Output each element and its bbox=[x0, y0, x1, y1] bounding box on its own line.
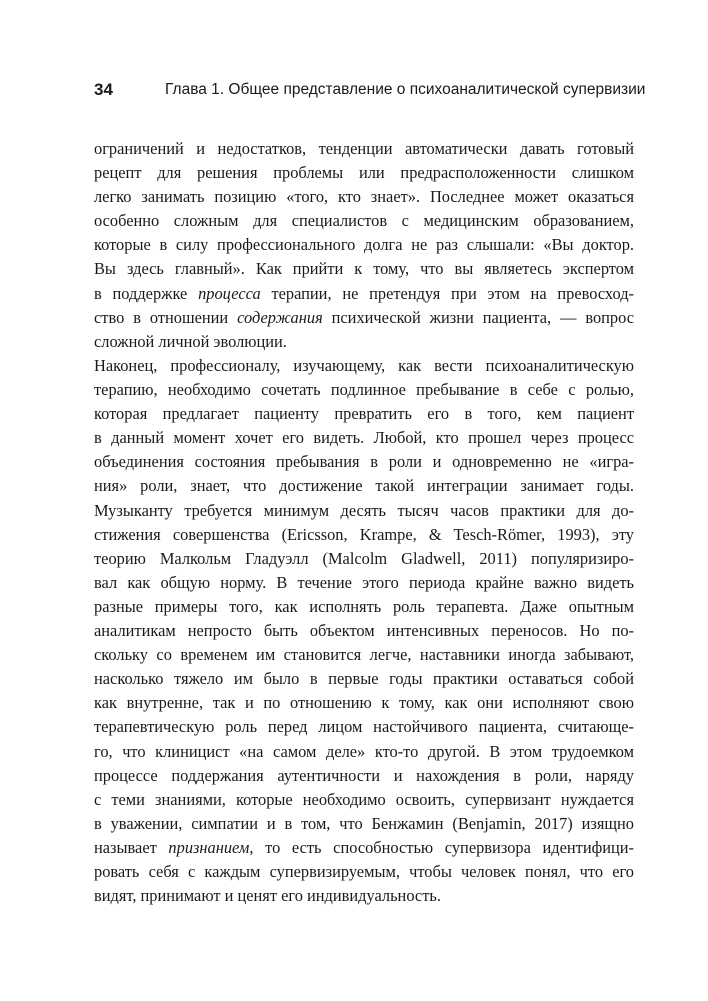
line-text: стижения совершенства (Ericsson, Krampe, & Tesch-Römer, 1993), эту bbox=[94, 524, 634, 544]
body-paragraph-1 bbox=[94, 137, 634, 354]
line-text: разные примеры того, как исполнять роль терапевта. Даже опытным bbox=[94, 596, 634, 616]
text-line bbox=[94, 233, 634, 257]
line-text: с теми знаниями, которые необходимо освоить, супервизант нуждается bbox=[94, 789, 634, 809]
text-line bbox=[94, 595, 634, 619]
text-line bbox=[94, 499, 634, 523]
line-text: которая предлагает пациенту превратить его в того, кем пациент bbox=[94, 404, 634, 424]
line-text: Вы здесь главный». Как прийти к тому, что вы являетесь экспертом bbox=[94, 259, 634, 279]
text-line bbox=[94, 354, 634, 378]
emphasis-text: признанием bbox=[168, 837, 250, 857]
line-text: ния» роли, знает, что достижение такой интеграции занимает годы. bbox=[94, 476, 634, 496]
text-line bbox=[94, 788, 634, 812]
text-line bbox=[94, 715, 634, 739]
text-line bbox=[94, 209, 634, 233]
text-line bbox=[94, 330, 634, 354]
text-line bbox=[94, 812, 634, 836]
line-text: называет bbox=[94, 837, 169, 857]
line-text: теорию Малкольм Гладуэлл (Malcolm Gladwell, 2011) популяризиро- bbox=[94, 548, 634, 568]
line-text: процессе поддержания аутентичности и нахождения в роли, наряду bbox=[94, 765, 634, 785]
body-paragraph-2 bbox=[94, 354, 634, 908]
line-text: Музыканту требуется минимум десять тысяч часов практики для до- bbox=[94, 500, 634, 520]
text-line bbox=[94, 619, 634, 643]
line-text: го, что клиницист «на самом деле» кто-то другой. В этом трудоемком bbox=[94, 741, 634, 761]
line-text: насколько тяжело им было в первые годы практики оставаться собой bbox=[94, 669, 634, 689]
line-text: терапии, не претендуя при этом на превосход- bbox=[260, 283, 634, 303]
line-text: , то есть способностью супервизора идентифици- bbox=[249, 837, 634, 857]
line-text: в поддержке bbox=[94, 283, 199, 303]
page-number: 34 bbox=[94, 80, 113, 99]
line-text: видят, принимают и ценят его индивидуальность. bbox=[94, 886, 441, 906]
line-text: особенно сложным для специалистов с медицинским образованием, bbox=[94, 211, 634, 231]
line-text: психической жизни пациента, — вопрос bbox=[322, 307, 634, 327]
text-line bbox=[94, 643, 634, 667]
line-text: Наконец, профессионалу, изучающему, как вести психоаналитическую bbox=[94, 356, 634, 375]
emphasis-text: процесса bbox=[198, 283, 261, 303]
line-text: объединения состояния пребывания в роли и одновременно не «игра- bbox=[94, 452, 634, 472]
text-line bbox=[94, 161, 634, 185]
line-text: сложной личной эволюции. bbox=[94, 331, 287, 351]
line-text: ство в отношении bbox=[94, 307, 238, 327]
text-line bbox=[94, 378, 634, 402]
line-text: легко занимать позицию «того, кто знает». Последнее может оказаться bbox=[94, 187, 634, 207]
text-line bbox=[94, 764, 634, 788]
line-text: как внутренне, так и по отношению к тому, как они исполняют свою bbox=[94, 693, 634, 713]
line-text: скольку со временем им становится легче, наставники иногда забывают, bbox=[94, 645, 634, 665]
text-line bbox=[94, 402, 634, 426]
line-text: ровать себя с каждым супервизируемым, чтобы человек понял, что его bbox=[94, 861, 634, 881]
line-text: терапию, необходимо сочетать подлинное пребывание в себе с ролью, bbox=[94, 380, 634, 400]
emphasis-text: содержания bbox=[237, 307, 323, 327]
text-line bbox=[94, 884, 634, 908]
text-line bbox=[94, 691, 634, 715]
text-line bbox=[94, 547, 634, 571]
line-text: рецепт для решения проблемы или предрасположенности слишком bbox=[94, 163, 634, 183]
text-line bbox=[94, 740, 634, 764]
text-line bbox=[94, 257, 634, 281]
text-line bbox=[94, 426, 634, 450]
line-text: терапевтическую роль перед лицом настойчивого пациента, считающе- bbox=[94, 717, 634, 737]
line-text: в уважении, симпатии и в том, что Бенжамин (Benjamin, 2017) изящно bbox=[94, 813, 634, 833]
text-line bbox=[94, 571, 634, 595]
line-text: в данный момент хочет его видеть. Любой, кто прошел через процесс bbox=[94, 428, 634, 448]
text-line bbox=[94, 306, 634, 330]
text-line bbox=[94, 450, 634, 474]
line-text: вал как общую норму. В течение этого периода крайне важно видеть bbox=[94, 572, 634, 592]
text-line bbox=[94, 137, 634, 161]
line-text: которые в силу профессионального долга не раз слышали: «Вы доктор. bbox=[94, 235, 634, 255]
text-line bbox=[94, 860, 634, 884]
running-head-chapter-title: Глава 1. Общее представление о психоаналитической супервизии bbox=[165, 81, 646, 98]
text-line bbox=[94, 836, 634, 860]
text-line bbox=[94, 523, 634, 547]
text-line bbox=[94, 667, 634, 691]
text-line bbox=[94, 282, 634, 306]
line-text: аналитикам непросто быть объектом интенсивных переносов. Но по- bbox=[94, 621, 634, 641]
text-line bbox=[94, 185, 634, 209]
line-text: ограничений и недостатков, тенденции автоматически давать готовый bbox=[94, 139, 634, 158]
text-line bbox=[94, 474, 634, 498]
